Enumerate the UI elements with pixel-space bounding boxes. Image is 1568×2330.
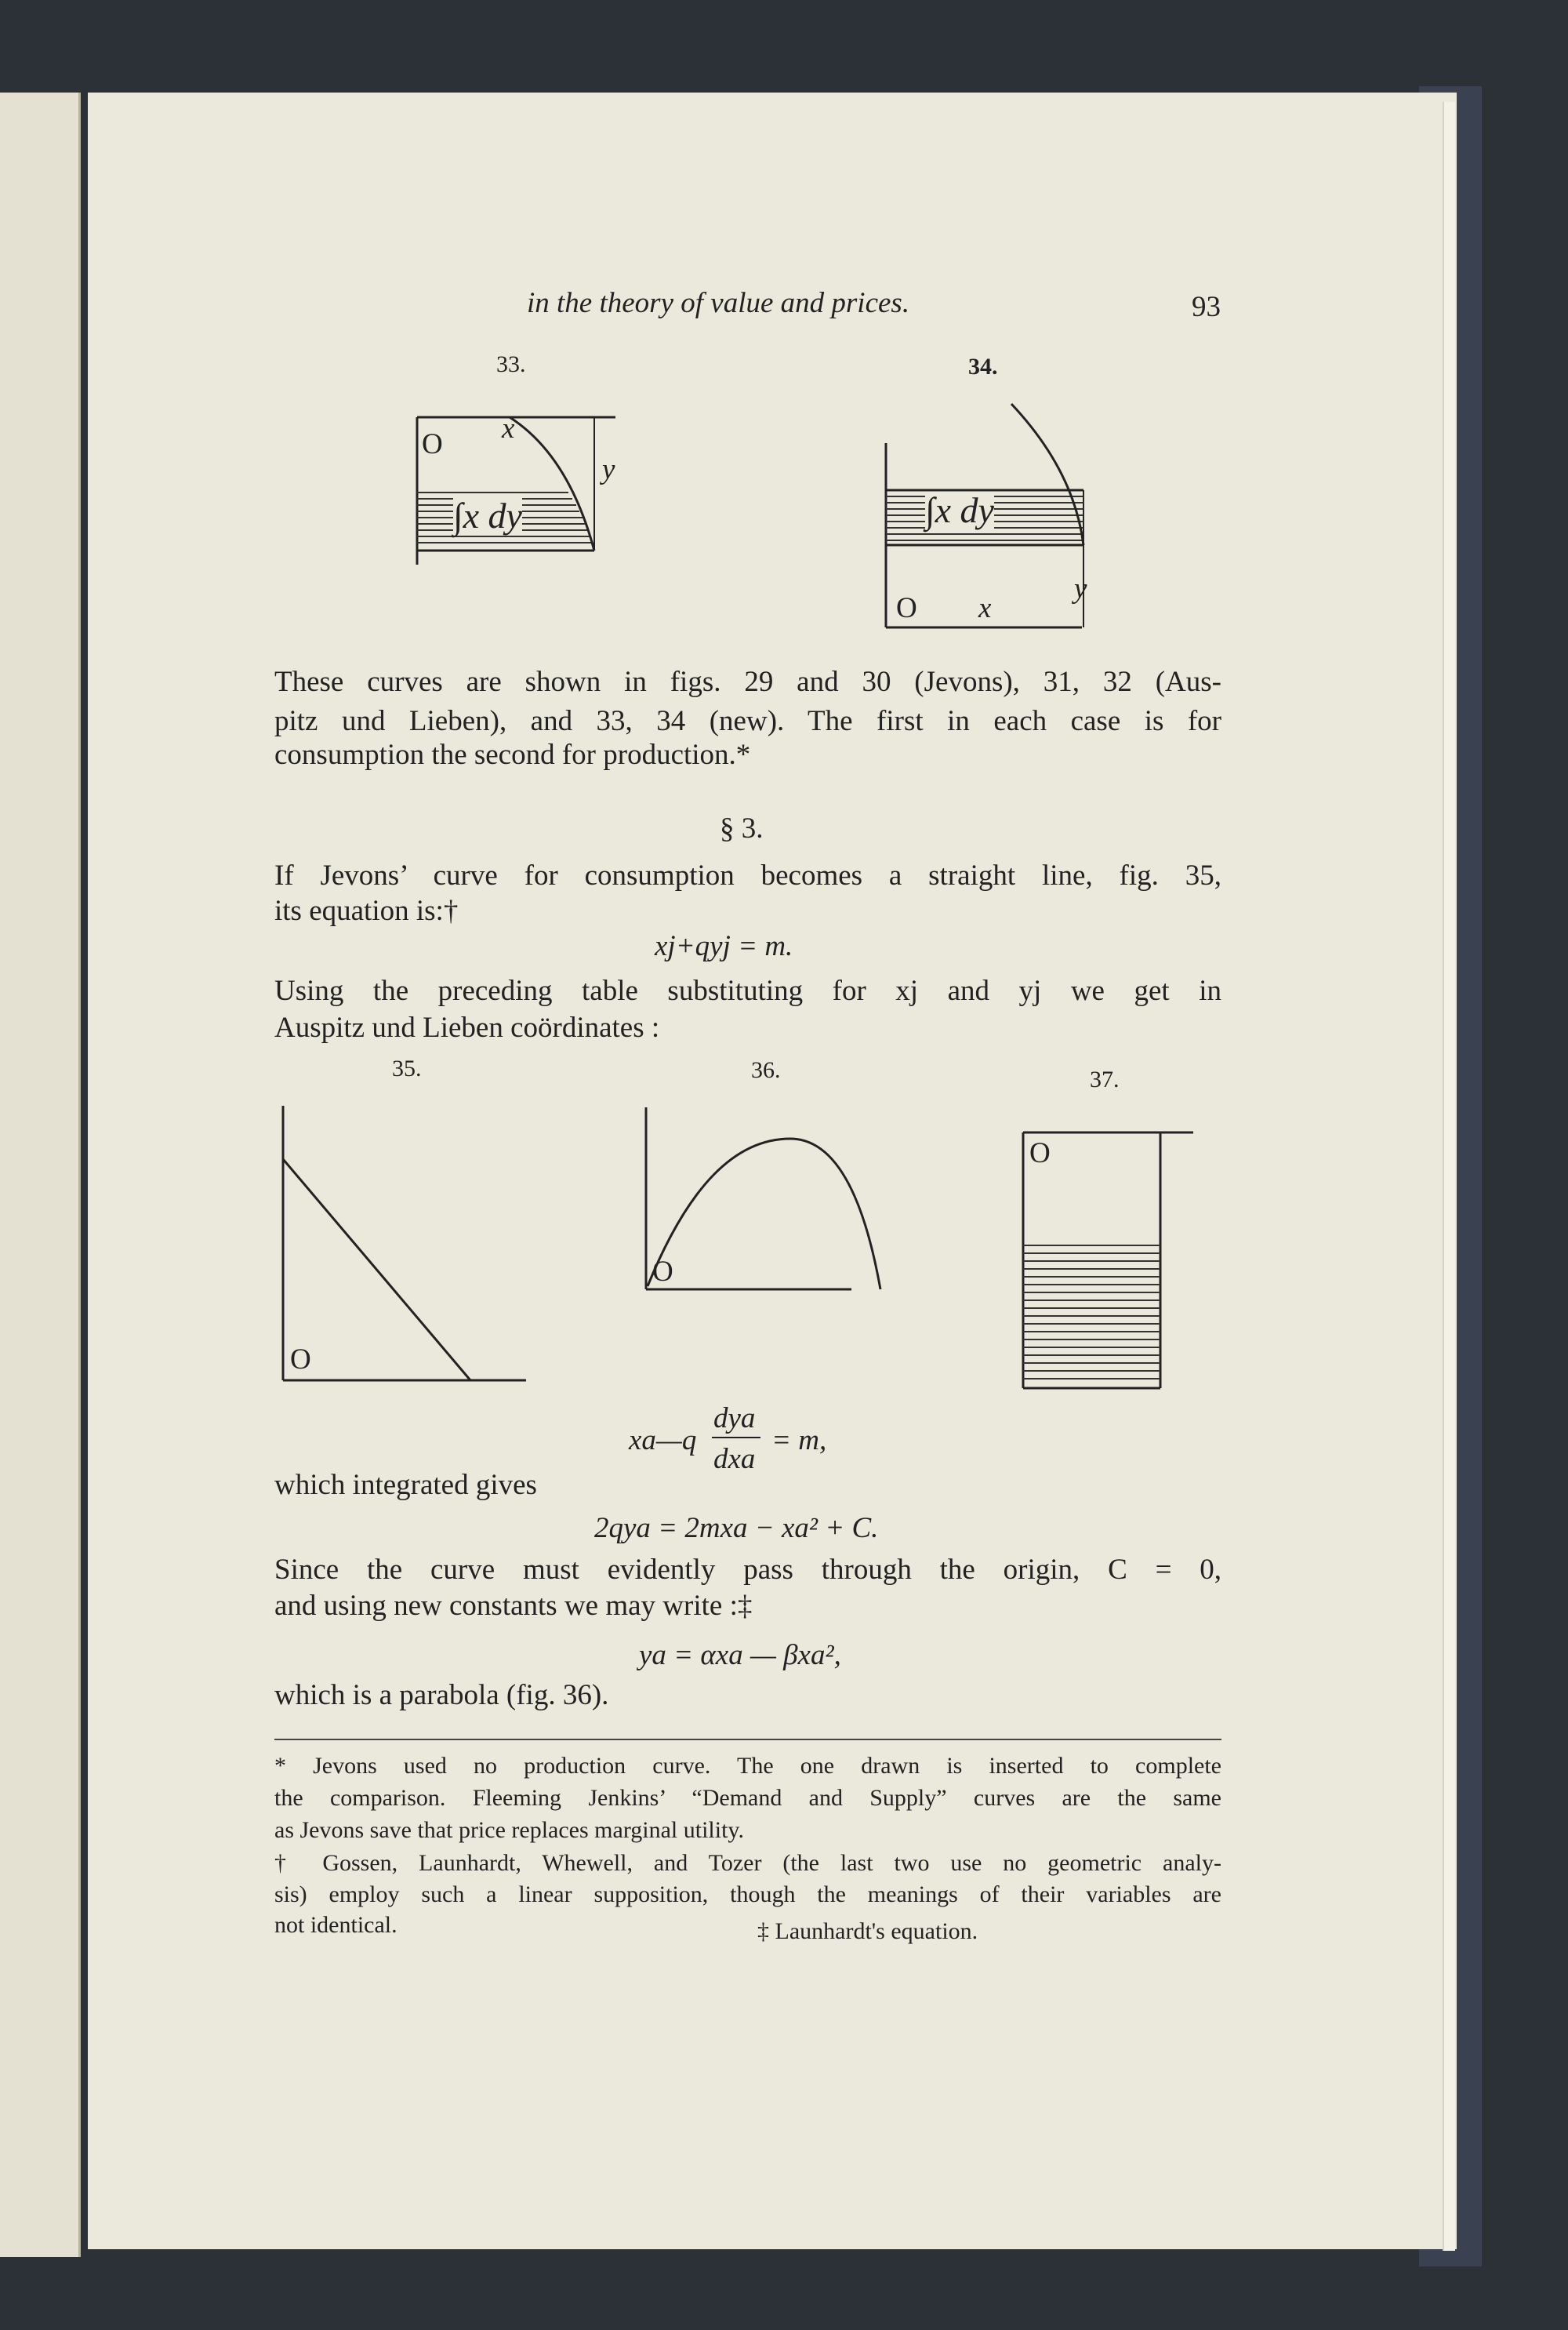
para5-line1: Since the curve must evidently pass through the origin, C = 0,	[274, 1554, 1221, 1586]
fig33-integral-label: ∫x dy	[453, 496, 522, 536]
equation-4: ya = αxa — βxa²,	[639, 1639, 841, 1671]
para5-line2: and using new constants we may write :‡	[274, 1590, 753, 1622]
fig36-diagram	[641, 1107, 892, 1296]
equation-2-numerator: dya	[713, 1402, 756, 1434]
fig33-origin: O	[422, 428, 443, 460]
para1-line1: These curves are shown in figs. 29 and 30 (Jevons), 31, 32 (Aus-	[274, 666, 1221, 698]
equation-3: 2qya = 2mxa − xa² + C.	[594, 1512, 879, 1544]
para2-line1: If Jevons’ curve for consumption becomes a straight line, fig. 35,	[274, 860, 1221, 892]
fig37-number: 37.	[1090, 1067, 1120, 1092]
fig35-number: 35.	[392, 1056, 422, 1081]
fig34-integral-label: ∫x dy	[925, 490, 994, 530]
fig33-y-label: y	[602, 453, 615, 485]
para6: which is a parabola (fig. 36).	[274, 1679, 609, 1711]
fig35-diagram	[278, 1106, 529, 1388]
fig36-parabola	[648, 1139, 880, 1289]
page-edge	[1443, 102, 1455, 2251]
footnote2-line1: † Gossen, Launhardt, Whewell, and Tozer (the last two use no geometric analy-	[274, 1850, 1221, 1876]
footnote-rule	[274, 1739, 1221, 1740]
equation-2-left: xa—q	[629, 1424, 697, 1456]
footnote3: ‡ Launhardt's equation.	[757, 1918, 978, 1944]
equation-2-denominator: dxa	[713, 1443, 756, 1475]
para2-line2: its equation is:†	[274, 895, 459, 927]
fig34-origin: O	[896, 592, 917, 624]
section-heading: § 3.	[720, 812, 764, 845]
fig36-number: 36.	[751, 1057, 781, 1083]
footnote1-line3: as Jevons save that price replaces marginal utility.	[274, 1817, 744, 1843]
fig33-number: 33.	[496, 351, 526, 377]
fig34-curve	[1011, 404, 1083, 545]
para4: which integrated gives	[274, 1469, 537, 1501]
left-page-edge	[0, 93, 81, 2257]
page-number: 93	[1192, 291, 1221, 323]
fig33-x-label: x	[502, 413, 515, 445]
para1-line3: consumption the second for production.*	[274, 739, 751, 771]
fig34-x-label: x	[978, 592, 992, 624]
fig35-origin: O	[290, 1343, 311, 1376]
equation-1: xj+qyj = m.	[655, 930, 793, 962]
fig34-number: 34.	[968, 354, 998, 380]
fig35-straight-line	[283, 1159, 470, 1380]
footnote2-line3: not identical.	[274, 1912, 397, 1938]
equation-2-fraction-bar	[712, 1437, 760, 1438]
footnote1-line1: * Jevons used no production curve. The one drawn is inserted to complete	[274, 1753, 1221, 1779]
fig34-y-label: y	[1074, 573, 1087, 605]
fig37-hatching	[1023, 1245, 1160, 1379]
footnote1-line2: the comparison. Fleeming Jenkins’ “Demand and Supply” curves are the same	[274, 1785, 1221, 1811]
equation-2-right: = m,	[771, 1424, 827, 1456]
fig36-origin: O	[652, 1256, 673, 1288]
fig37-origin: O	[1029, 1137, 1051, 1169]
footnote2-line2: sis) employ such a linear supposition, though the meanings of their variables are	[274, 1881, 1221, 1907]
para3-line1: Using the preceding table substituting for xj and yj we get in	[274, 975, 1221, 1007]
running-title: in the theory of value and prices.	[527, 287, 910, 319]
para3-line2: Auspitz und Lieben coördinates :	[274, 1012, 660, 1044]
para1-line2: pitz und Lieben), and 33, 34 (new). The first in each case is for	[274, 705, 1221, 737]
